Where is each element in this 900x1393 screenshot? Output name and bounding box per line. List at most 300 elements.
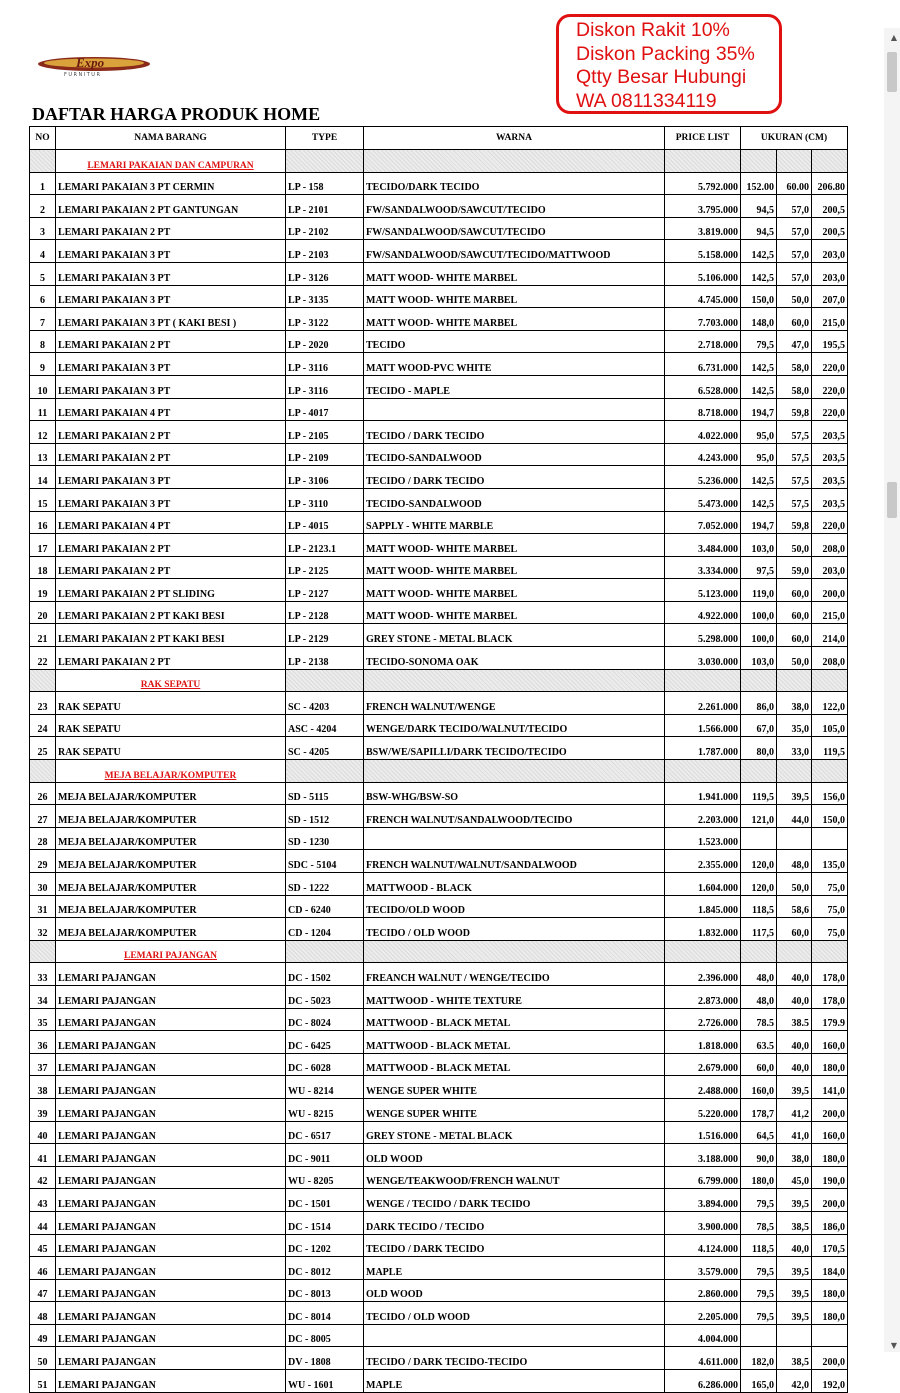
cell-warna: TECIDO - MAPLE bbox=[364, 375, 665, 398]
category-spacer bbox=[286, 940, 364, 963]
cell-nama-barang: LEMARI PAJANGAN bbox=[56, 1189, 286, 1212]
cell-price: 7.052.000 bbox=[665, 511, 741, 534]
cell-nama-barang: LEMARI PAKAIAN 2 PT KAKI BESI bbox=[56, 624, 286, 647]
table-row bbox=[30, 1144, 848, 1167]
cell-no: 23 bbox=[30, 692, 56, 715]
cell-ukuran-p: 121,0 bbox=[741, 805, 777, 828]
cell-type: DC - 1501 bbox=[286, 1189, 364, 1212]
cell-ukuran-t: 192,0 bbox=[812, 1370, 848, 1393]
cell-price: 4.004.000 bbox=[665, 1324, 741, 1347]
cell-nama-barang: LEMARI PAKAIAN 2 PT bbox=[56, 330, 286, 353]
cell-nama-barang: LEMARI PAKAIAN 3 PT bbox=[56, 262, 286, 285]
cell-ukuran-p: 86,0 bbox=[741, 692, 777, 715]
cell-ukuran-t: 203,5 bbox=[812, 488, 848, 511]
cell-warna: MATTWOOD - BLACK METAL bbox=[364, 1008, 665, 1031]
cell-ukuran-t bbox=[812, 1324, 848, 1347]
cell-warna: TECIDO / OLD WOOD bbox=[364, 1302, 665, 1325]
cell-nama-barang: RAK SEPATU bbox=[56, 714, 286, 737]
cell-ukuran-l: 47,0 bbox=[777, 330, 812, 353]
cell-ukuran-l: 40,0 bbox=[777, 1234, 812, 1257]
cell-ukuran-l: 60.00 bbox=[777, 172, 812, 195]
cell-warna: MAPLE bbox=[364, 1257, 665, 1280]
cell-no: 14 bbox=[30, 466, 56, 489]
table-row bbox=[30, 1324, 848, 1347]
cell-warna: OLD WOOD bbox=[364, 1279, 665, 1302]
cell-ukuran-p bbox=[741, 1324, 777, 1347]
cell-warna: MATTWOOD - WHITE TEXTURE bbox=[364, 985, 665, 1008]
cell-nama-barang: LEMARI PAKAIAN 2 PT GANTUNGAN bbox=[56, 195, 286, 218]
cell-no: 25 bbox=[30, 737, 56, 760]
cell-ukuran-t: 178,0 bbox=[812, 963, 848, 986]
cell-type: SC - 4203 bbox=[286, 692, 364, 715]
cell-ukuran-l: 48,0 bbox=[777, 850, 812, 873]
cell-nama-barang: LEMARI PAJANGAN bbox=[56, 1324, 286, 1347]
cell-ukuran-p: 120,0 bbox=[741, 850, 777, 873]
cell-type: LP - 2123.1 bbox=[286, 534, 364, 557]
category-label: RAK SEPATU bbox=[56, 669, 286, 692]
category-spacer bbox=[665, 940, 741, 963]
table-row bbox=[30, 985, 848, 1008]
cell-ukuran-t: 105,0 bbox=[812, 714, 848, 737]
scroll-up-arrow-icon[interactable]: ▲ bbox=[890, 33, 897, 42]
cell-ukuran-t: 160,0 bbox=[812, 1121, 848, 1144]
cell-type: LP - 2105 bbox=[286, 421, 364, 444]
cell-warna: WENGE/TEAKWOOD/FRENCH WALNUT bbox=[364, 1166, 665, 1189]
cell-no: 13 bbox=[30, 443, 56, 466]
table-row bbox=[30, 443, 848, 466]
cell-ukuran-t: 220,0 bbox=[812, 353, 848, 376]
cell-nama-barang: LEMARI PAKAIAN 3 PT bbox=[56, 240, 286, 263]
cell-no: 40 bbox=[30, 1121, 56, 1144]
cell-ukuran-l: 40,0 bbox=[777, 1053, 812, 1076]
cell-warna: TECIDO / DARK TECIDO bbox=[364, 1234, 665, 1257]
cell-nama-barang: MEJA BELAJAR/KOMPUTER bbox=[56, 918, 286, 941]
cell-nama-barang: LEMARI PAJANGAN bbox=[56, 1031, 286, 1054]
cell-type: WU - 8205 bbox=[286, 1166, 364, 1189]
cell-price: 3.484.000 bbox=[665, 534, 741, 557]
cell-no: 32 bbox=[30, 918, 56, 941]
cell-ukuran-p: 180,0 bbox=[741, 1166, 777, 1189]
cell-ukuran-l: 40,0 bbox=[777, 1031, 812, 1054]
cell-nama-barang: LEMARI PAJANGAN bbox=[56, 963, 286, 986]
cell-ukuran-p: 63.5 bbox=[741, 1031, 777, 1054]
cell-price: 3.579.000 bbox=[665, 1257, 741, 1280]
cell-warna: BSW/WE/SAPILLI/DARK TECIDO/TECIDO bbox=[364, 737, 665, 760]
cell-no: 35 bbox=[30, 1008, 56, 1031]
cell-nama-barang: LEMARI PAKAIAN 3 PT ( KAKI BESI ) bbox=[56, 308, 286, 331]
cell-ukuran-t: 200,0 bbox=[812, 1189, 848, 1212]
table-row bbox=[30, 240, 848, 263]
cell-type: LP - 3126 bbox=[286, 262, 364, 285]
cell-price: 1.566.000 bbox=[665, 714, 741, 737]
cell-ukuran-p: 178,7 bbox=[741, 1098, 777, 1121]
page-title: DAFTAR HARGA PRODUK HOME bbox=[32, 104, 321, 124]
cell-type: CD - 6240 bbox=[286, 895, 364, 918]
cell-ukuran-t: 75,0 bbox=[812, 895, 848, 918]
cell-ukuran-l: 60,0 bbox=[777, 308, 812, 331]
table-row bbox=[30, 421, 848, 444]
category-spacer bbox=[812, 150, 848, 173]
cell-ukuran-l: 60,0 bbox=[777, 624, 812, 647]
cell-nama-barang: LEMARI PAJANGAN bbox=[56, 1166, 286, 1189]
cell-ukuran-t: 203,0 bbox=[812, 240, 848, 263]
cell-type: LP - 2020 bbox=[286, 330, 364, 353]
svg-text:FURNITUR: FURNITUR bbox=[64, 72, 102, 78]
cell-type: LP - 2103 bbox=[286, 240, 364, 263]
cell-ukuran-t: 170,5 bbox=[812, 1234, 848, 1257]
table-row bbox=[30, 1211, 848, 1234]
cell-type: LP - 3116 bbox=[286, 375, 364, 398]
table-row bbox=[30, 1053, 848, 1076]
cell-nama-barang: RAK SEPATU bbox=[56, 692, 286, 715]
cell-ukuran-p: 79,5 bbox=[741, 1257, 777, 1280]
cell-ukuran-p: 119,5 bbox=[741, 782, 777, 805]
cell-ukuran-l: 39,5 bbox=[777, 1189, 812, 1212]
cell-price: 5.123.000 bbox=[665, 579, 741, 602]
cell-type: LP - 2125 bbox=[286, 556, 364, 579]
cell-ukuran-t: 200,0 bbox=[812, 579, 848, 602]
cell-type: LP - 4017 bbox=[286, 398, 364, 421]
category-label: LEMARI PAKAIAN DAN CAMPURAN bbox=[56, 150, 286, 173]
category-spacer bbox=[665, 669, 741, 692]
table-row bbox=[30, 1257, 848, 1280]
category-label: MEJA BELAJAR/KOMPUTER bbox=[56, 760, 286, 783]
table-row bbox=[30, 647, 848, 670]
cell-type: WU - 1601 bbox=[286, 1370, 364, 1393]
cell-ukuran-l: 39,5 bbox=[777, 1302, 812, 1325]
cell-nama-barang: LEMARI PAKAIAN 3 PT bbox=[56, 375, 286, 398]
table-row bbox=[30, 1098, 848, 1121]
cell-ukuran-t: 195,5 bbox=[812, 330, 848, 353]
cell-warna: WENGE SUPER WHITE bbox=[364, 1098, 665, 1121]
category-spacer bbox=[777, 150, 812, 173]
table-row bbox=[30, 195, 848, 218]
cell-type: LP - 3106 bbox=[286, 466, 364, 489]
cell-warna: MATT WOOD- WHITE MARBEL bbox=[364, 601, 665, 624]
cell-nama-barang: LEMARI PAJANGAN bbox=[56, 1257, 286, 1280]
cell-no: 18 bbox=[30, 556, 56, 579]
cell-no: 38 bbox=[30, 1076, 56, 1099]
cell-price: 3.030.000 bbox=[665, 647, 741, 670]
cell-type: ASC - 4204 bbox=[286, 714, 364, 737]
cell-type: SC - 4205 bbox=[286, 737, 364, 760]
cell-nama-barang: LEMARI PAKAIAN 2 PT SLIDING bbox=[56, 579, 286, 602]
table-row bbox=[30, 308, 848, 331]
cell-type: LP - 2109 bbox=[286, 443, 364, 466]
cell-ukuran-p: 160,0 bbox=[741, 1076, 777, 1099]
cell-warna: FW/SANDALWOOD/SAWCUT/TECIDO bbox=[364, 217, 665, 240]
cell-ukuran-l: 50,0 bbox=[777, 873, 812, 896]
cell-ukuran-t: 180,0 bbox=[812, 1053, 848, 1076]
cell-type: DC - 1202 bbox=[286, 1234, 364, 1257]
cell-ukuran-l: 59,8 bbox=[777, 398, 812, 421]
cell-price: 5.236.000 bbox=[665, 466, 741, 489]
cell-ukuran-p: 48,0 bbox=[741, 963, 777, 986]
table-row bbox=[30, 918, 848, 941]
cell-type: DC - 9011 bbox=[286, 1144, 364, 1167]
cell-type: WU - 8215 bbox=[286, 1098, 364, 1121]
cell-no: 46 bbox=[30, 1257, 56, 1280]
cell-no: 19 bbox=[30, 579, 56, 602]
cell-ukuran-p: 79,5 bbox=[741, 330, 777, 353]
table-row bbox=[30, 601, 848, 624]
cell-price: 1.941.000 bbox=[665, 782, 741, 805]
category-spacer bbox=[30, 150, 56, 173]
table-row bbox=[30, 375, 848, 398]
cell-ukuran-l: 50,0 bbox=[777, 534, 812, 557]
cell-warna: MATT WOOD- WHITE MARBEL bbox=[364, 579, 665, 602]
category-spacer bbox=[741, 760, 777, 783]
cell-price: 3.795.000 bbox=[665, 195, 741, 218]
cell-nama-barang: MEJA BELAJAR/KOMPUTER bbox=[56, 873, 286, 896]
table-row bbox=[30, 1302, 848, 1325]
cell-ukuran-p: 78,5 bbox=[741, 1211, 777, 1234]
header-type: TYPE bbox=[286, 127, 364, 150]
cell-price: 5.792.000 bbox=[665, 172, 741, 195]
cell-price: 2.718.000 bbox=[665, 330, 741, 353]
cell-nama-barang: MEJA BELAJAR/KOMPUTER bbox=[56, 805, 286, 828]
cell-price: 3.188.000 bbox=[665, 1144, 741, 1167]
cell-ukuran-t: 135,0 bbox=[812, 850, 848, 873]
cell-warna: FRENCH WALNUT/WALNUT/SANDALWOOD bbox=[364, 850, 665, 873]
cell-nama-barang: LEMARI PAJANGAN bbox=[56, 1121, 286, 1144]
cell-ukuran-p: 79,5 bbox=[741, 1189, 777, 1212]
cell-ukuran-l: 57,0 bbox=[777, 195, 812, 218]
cell-price: 2.261.000 bbox=[665, 692, 741, 715]
cell-type: LP - 2102 bbox=[286, 217, 364, 240]
cell-price: 4.611.000 bbox=[665, 1347, 741, 1370]
cell-ukuran-l bbox=[777, 827, 812, 850]
cell-ukuran-p: 90,0 bbox=[741, 1144, 777, 1167]
cell-nama-barang: LEMARI PAKAIAN 2 PT bbox=[56, 217, 286, 240]
cell-type: LP - 3122 bbox=[286, 308, 364, 331]
table-body bbox=[30, 150, 848, 1393]
cell-warna: MATT WOOD- WHITE MARBEL bbox=[364, 534, 665, 557]
cell-nama-barang: LEMARI PAKAIAN 3 PT bbox=[56, 488, 286, 511]
cell-warna bbox=[364, 827, 665, 850]
table-row bbox=[30, 850, 848, 873]
cell-warna: FREANCH WALNUT / WENGE/TECIDO bbox=[364, 963, 665, 986]
cell-ukuran-t: 220,0 bbox=[812, 511, 848, 534]
cell-nama-barang: LEMARI PAJANGAN bbox=[56, 1370, 286, 1393]
table-row bbox=[30, 285, 848, 308]
cell-ukuran-t: 186,0 bbox=[812, 1211, 848, 1234]
cell-warna: MATTWOOD - BLACK bbox=[364, 873, 665, 896]
cell-warna: TECIDO / OLD WOOD bbox=[364, 918, 665, 941]
cell-no: 9 bbox=[30, 353, 56, 376]
cell-price: 1.516.000 bbox=[665, 1121, 741, 1144]
cell-nama-barang: LEMARI PAKAIAN 2 PT bbox=[56, 534, 286, 557]
cell-ukuran-l: 57,0 bbox=[777, 262, 812, 285]
cell-warna: WENGE / TECIDO / DARK TECIDO bbox=[364, 1189, 665, 1212]
cell-ukuran-p: 182,0 bbox=[741, 1347, 777, 1370]
cell-price: 3.334.000 bbox=[665, 556, 741, 579]
category-spacer bbox=[741, 940, 777, 963]
cell-warna: SAPPLY - WHITE MARBLE bbox=[364, 511, 665, 534]
cell-price: 2.203.000 bbox=[665, 805, 741, 828]
scroll-down-arrow-icon[interactable]: ▼ bbox=[890, 1341, 897, 1350]
cell-price: 6.286.000 bbox=[665, 1370, 741, 1393]
cell-type: SDC - 5104 bbox=[286, 850, 364, 873]
table-row bbox=[30, 963, 848, 986]
cell-warna: WENGE/DARK TECIDO/WALNUT/TECIDO bbox=[364, 714, 665, 737]
cell-ukuran-l: 38,5 bbox=[777, 1211, 812, 1234]
cell-no: 36 bbox=[30, 1031, 56, 1054]
table-row bbox=[30, 1279, 848, 1302]
promo-box bbox=[556, 14, 782, 114]
cell-price: 5.106.000 bbox=[665, 262, 741, 285]
table-row bbox=[30, 1189, 848, 1212]
cell-ukuran-t: 75,0 bbox=[812, 873, 848, 896]
cell-ukuran-l: 58,0 bbox=[777, 353, 812, 376]
cell-ukuran-p: 95,0 bbox=[741, 421, 777, 444]
cell-warna: MATT WOOD- WHITE MARBEL bbox=[364, 262, 665, 285]
cell-no: 49 bbox=[30, 1324, 56, 1347]
cell-price: 7.703.000 bbox=[665, 308, 741, 331]
cell-price: 2.873.000 bbox=[665, 985, 741, 1008]
cell-warna: MATTWOOD - BLACK METAL bbox=[364, 1053, 665, 1076]
cell-warna: TECIDO/DARK TECIDO bbox=[364, 172, 665, 195]
cell-price: 1.523.000 bbox=[665, 827, 741, 850]
category-spacer bbox=[30, 940, 56, 963]
cell-nama-barang: LEMARI PAJANGAN bbox=[56, 1234, 286, 1257]
cell-price: 6.528.000 bbox=[665, 375, 741, 398]
category-row bbox=[30, 150, 848, 173]
table-row bbox=[30, 488, 848, 511]
promo-line: Diskon Packing 35% bbox=[576, 42, 755, 65]
table-row bbox=[30, 873, 848, 896]
cell-nama-barang: LEMARI PAJANGAN bbox=[56, 1211, 286, 1234]
cell-ukuran-p: 142,5 bbox=[741, 353, 777, 376]
cell-warna: TECIDO / DARK TECIDO bbox=[364, 421, 665, 444]
cell-price: 2.679.000 bbox=[665, 1053, 741, 1076]
cell-ukuran-t: 160,0 bbox=[812, 1031, 848, 1054]
category-spacer bbox=[777, 669, 812, 692]
cell-ukuran-t: 75,0 bbox=[812, 918, 848, 941]
cell-no: 24 bbox=[30, 714, 56, 737]
cell-ukuran-p: 80,0 bbox=[741, 737, 777, 760]
cell-warna: FRENCH WALNUT/WENGE bbox=[364, 692, 665, 715]
cell-ukuran-t: 180,0 bbox=[812, 1144, 848, 1167]
table-row bbox=[30, 511, 848, 534]
cell-nama-barang: LEMARI PAKAIAN 3 PT bbox=[56, 285, 286, 308]
svg-text:Expo: Expo bbox=[76, 55, 105, 70]
cell-price: 4.124.000 bbox=[665, 1234, 741, 1257]
cell-no: 22 bbox=[30, 647, 56, 670]
cell-ukuran-p: 48,0 bbox=[741, 985, 777, 1008]
category-spacer bbox=[665, 150, 741, 173]
cell-type: DC - 8012 bbox=[286, 1257, 364, 1280]
cell-ukuran-l: 50,0 bbox=[777, 285, 812, 308]
category-spacer bbox=[364, 760, 665, 783]
cell-no: 48 bbox=[30, 1302, 56, 1325]
cell-warna: MATTWOOD - BLACK METAL bbox=[364, 1031, 665, 1054]
cell-type: DC - 8005 bbox=[286, 1324, 364, 1347]
cell-type: WU - 8214 bbox=[286, 1076, 364, 1099]
cell-nama-barang: LEMARI PAJANGAN bbox=[56, 1076, 286, 1099]
cell-warna bbox=[364, 1324, 665, 1347]
cell-ukuran-p: 64,5 bbox=[741, 1121, 777, 1144]
cell-ukuran-l: 38.5 bbox=[777, 1008, 812, 1031]
cell-no: 51 bbox=[30, 1370, 56, 1393]
cell-no: 5 bbox=[30, 262, 56, 285]
cell-ukuran-t: 150,0 bbox=[812, 805, 848, 828]
scrollbar[interactable] bbox=[884, 28, 900, 1352]
cell-ukuran-l: 59,8 bbox=[777, 511, 812, 534]
scroll-thumb[interactable] bbox=[887, 52, 897, 92]
cell-no: 2 bbox=[30, 195, 56, 218]
cell-ukuran-t: 141,0 bbox=[812, 1076, 848, 1099]
category-spacer bbox=[364, 669, 665, 692]
cell-ukuran-p: 118,5 bbox=[741, 1234, 777, 1257]
cell-no: 43 bbox=[30, 1189, 56, 1212]
cell-price: 3.900.000 bbox=[665, 1211, 741, 1234]
table-row bbox=[30, 172, 848, 195]
cell-ukuran-l: 41,2 bbox=[777, 1098, 812, 1121]
cell-nama-barang: LEMARI PAKAIAN 2 PT bbox=[56, 556, 286, 579]
cell-ukuran-l: 44,0 bbox=[777, 805, 812, 828]
cell-ukuran-p: 142,5 bbox=[741, 466, 777, 489]
cell-ukuran-t: 200,0 bbox=[812, 1347, 848, 1370]
cell-no: 41 bbox=[30, 1144, 56, 1167]
cell-ukuran-p: 150,0 bbox=[741, 285, 777, 308]
cell-warna: MAPLE bbox=[364, 1370, 665, 1393]
cell-type: LP - 2129 bbox=[286, 624, 364, 647]
table-row bbox=[30, 556, 848, 579]
cell-price: 2.396.000 bbox=[665, 963, 741, 986]
cell-no: 42 bbox=[30, 1166, 56, 1189]
cell-no: 27 bbox=[30, 805, 56, 828]
cell-ukuran-t: 203,5 bbox=[812, 466, 848, 489]
table-row bbox=[30, 805, 848, 828]
cell-no: 33 bbox=[30, 963, 56, 986]
cell-ukuran-t: 179.9 bbox=[812, 1008, 848, 1031]
cell-ukuran-l: 57,0 bbox=[777, 240, 812, 263]
cell-price: 2.726.000 bbox=[665, 1008, 741, 1031]
category-spacer bbox=[286, 760, 364, 783]
cell-ukuran-l: 38,0 bbox=[777, 692, 812, 715]
cell-warna: MATT WOOD- WHITE MARBEL bbox=[364, 285, 665, 308]
cell-ukuran-l: 41,0 bbox=[777, 1121, 812, 1144]
table-row bbox=[30, 714, 848, 737]
cell-price: 4.243.000 bbox=[665, 443, 741, 466]
cell-type: DC - 6425 bbox=[286, 1031, 364, 1054]
cell-nama-barang: LEMARI PAKAIAN 2 PT KAKI BESI bbox=[56, 601, 286, 624]
cell-type: LP - 2128 bbox=[286, 601, 364, 624]
cell-ukuran-p: 60,0 bbox=[741, 1053, 777, 1076]
category-spacer bbox=[30, 669, 56, 692]
cell-type: DC - 1514 bbox=[286, 1211, 364, 1234]
cell-ukuran-l: 39,5 bbox=[777, 1076, 812, 1099]
table-row bbox=[30, 330, 848, 353]
cell-price: 1.604.000 bbox=[665, 873, 741, 896]
category-spacer bbox=[286, 150, 364, 173]
cell-nama-barang: LEMARI PAJANGAN bbox=[56, 1302, 286, 1325]
cell-type: DC - 6028 bbox=[286, 1053, 364, 1076]
cell-ukuran-t: 200,0 bbox=[812, 1098, 848, 1121]
cell-warna: FW/SANDALWOOD/SAWCUT/TECIDO bbox=[364, 195, 665, 218]
cell-nama-barang: LEMARI PAKAIAN 2 PT bbox=[56, 421, 286, 444]
cell-price: 5.158.000 bbox=[665, 240, 741, 263]
cell-no: 37 bbox=[30, 1053, 56, 1076]
category-spacer bbox=[741, 150, 777, 173]
cell-ukuran-p: 79,5 bbox=[741, 1279, 777, 1302]
cell-ukuran-l: 45,0 bbox=[777, 1166, 812, 1189]
cell-warna: BSW-WHG/BSW-SO bbox=[364, 782, 665, 805]
cell-ukuran-p: 100,0 bbox=[741, 624, 777, 647]
cell-nama-barang: MEJA BELAJAR/KOMPUTER bbox=[56, 895, 286, 918]
cell-ukuran-p: 103,0 bbox=[741, 534, 777, 557]
